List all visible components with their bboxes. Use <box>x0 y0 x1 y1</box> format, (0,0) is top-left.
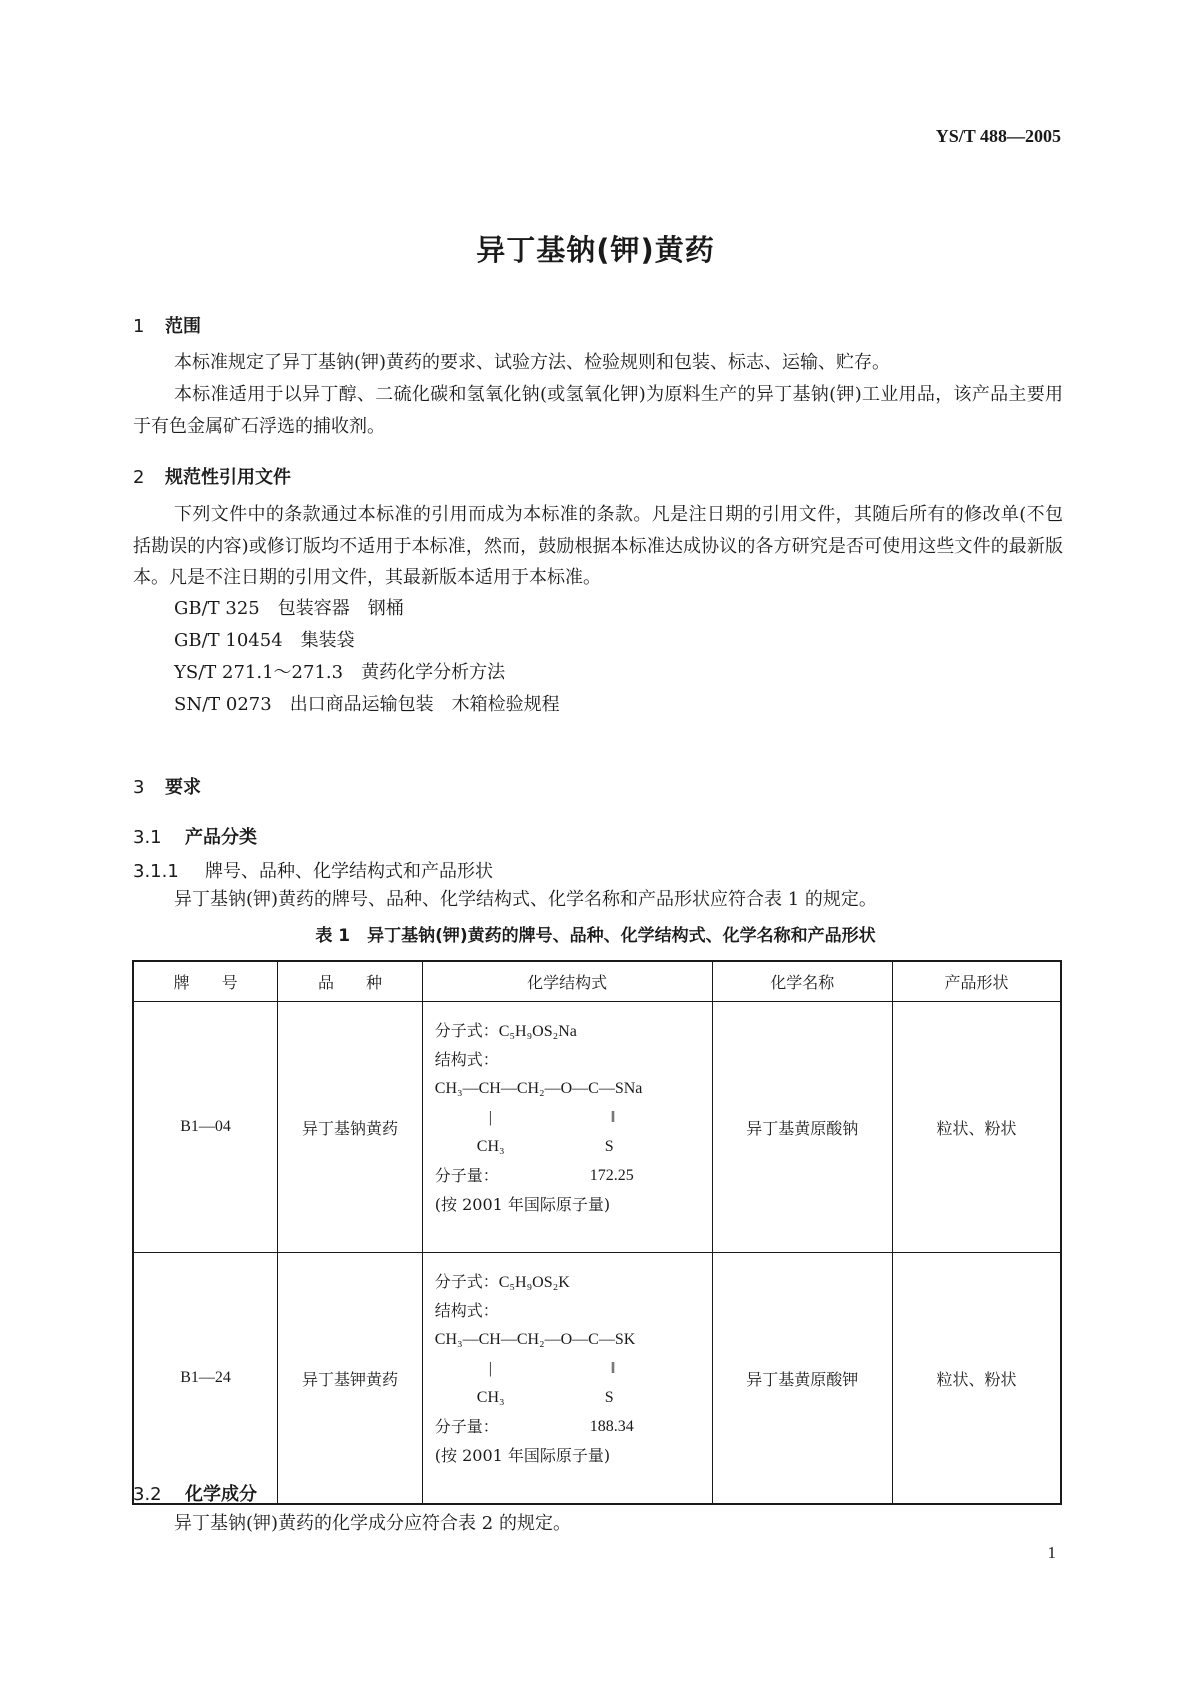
page-number: 1 <box>1047 1543 1056 1562</box>
structure-chain: CH₃—CH—CH₂—O—C—SNa <box>434 1080 643 1097</box>
section-3-1-1-paragraph: 异丁基钠(钾)黄药的牌号、品种、化学结构式、化学名称和产品形状应符合表 1 的规定。 <box>174 889 877 910</box>
sulfur-atom: S <box>604 1138 614 1155</box>
shape-cell: 粒状、粉状 <box>892 1253 1061 1505</box>
bond-line <box>435 1354 702 1383</box>
section-title: 要求 <box>165 777 201 798</box>
column-header-chem-name: 化学名称 <box>712 961 892 1002</box>
reference-name: 集装袋 <box>300 630 355 651</box>
table-row <box>133 1002 1061 1253</box>
shape-cell: 粒状、粉状 <box>892 1002 1061 1253</box>
formula-line <box>435 1016 702 1045</box>
grade-cell: B1—04 <box>133 1002 278 1253</box>
branch-bond: | <box>488 1360 492 1377</box>
structure-label: 结构式： <box>434 1301 499 1320</box>
structure-cell <box>422 1253 712 1505</box>
section-3-2-heading <box>133 1480 257 1506</box>
section-3-2-paragraph: 异丁基钠(钾)黄药的化学成分应符合表 2 的规定。 <box>174 1513 571 1534</box>
column-header-variety: 品 种 <box>278 961 423 1002</box>
molecular-weight: 188.34 <box>589 1418 634 1435</box>
section-title: 化学成分 <box>185 1484 257 1505</box>
formula-line <box>435 1267 702 1296</box>
structure-cell <box>422 1002 712 1253</box>
section-number: 1 <box>133 316 145 337</box>
section-3-1-1-heading <box>133 857 493 883</box>
reference-item <box>174 626 355 652</box>
molecular-weight-line <box>435 1161 702 1190</box>
reference-item <box>174 594 404 620</box>
mw-label: 分子量： <box>434 1166 499 1185</box>
section-number: 3.1.1 <box>133 861 179 882</box>
double-bond: ‖ <box>610 1360 616 1377</box>
reference-name: 出口商品运输包装 木箱检验规程 <box>289 694 560 715</box>
atomic-weight-note: (按 2001 年国际原子量) <box>434 1195 611 1214</box>
grade-cell: B1—24 <box>133 1253 278 1505</box>
section-3-1-heading <box>133 823 257 849</box>
section-number: 3.2 <box>133 1484 162 1505</box>
column-header-shape: 产品形状 <box>892 961 1061 1002</box>
structure-label: 结构式： <box>434 1050 499 1069</box>
substituent-line <box>435 1383 702 1412</box>
substituent-line <box>435 1132 702 1161</box>
reference-item <box>174 690 560 716</box>
section-3-heading <box>133 773 201 799</box>
formula-label: 分子式： <box>434 1272 499 1291</box>
section-2-paragraph-1: 下列文件中的条款通过本标准的引用而成为本标准的条款。凡是注日期的引用文件，其随后所有的修改单(不包括勘误的内容)或修订版均不适用于本标准，然而，鼓励根据本标准达成协议的各方研究是否可使用这些文件的最新版本。凡是不注日期的引用文件，其最新版本适用于本标准。 <box>133 504 1063 588</box>
atomic-weight-note: (按 2001 年国际原子量) <box>434 1446 611 1465</box>
chem-name-cell: 异丁基黄原酸钠 <box>712 1002 892 1253</box>
branch-bond: | <box>488 1109 492 1126</box>
document-title: 异丁基钠(钾)黄药 <box>476 233 715 267</box>
table-row <box>133 1253 1061 1505</box>
section-number: 2 <box>133 467 145 488</box>
bond-line <box>435 1103 702 1132</box>
molecular-weight-line <box>435 1412 702 1441</box>
section-number: 3 <box>133 777 145 798</box>
standard-code: YS/T 488—2005 <box>935 126 1061 146</box>
reference-name: 黄药化学分析方法 <box>361 662 506 683</box>
column-header-grade: 牌 号 <box>133 961 278 1002</box>
reference-item <box>174 658 505 684</box>
molecular-formula: C₅H₉OS₂Na <box>498 1023 577 1040</box>
variety-cell: 异丁基钠黄药 <box>278 1002 423 1253</box>
section-number: 3.1 <box>133 827 162 848</box>
double-bond: ‖ <box>610 1109 616 1126</box>
reference-code: SN/T 0273 <box>174 694 272 715</box>
section-1-heading <box>133 312 201 338</box>
section-title: 规范性引用文件 <box>165 467 291 488</box>
chem-name-cell: 异丁基黄原酸钾 <box>712 1253 892 1505</box>
section-1-paragraph-1: 本标准规定了异丁基钠(钾)黄药的要求、试验方法、检验规则和包装、标志、运输、贮存。 <box>174 352 891 373</box>
reference-code: YS/T 271.1～271.3 <box>174 662 344 683</box>
section-1-paragraph-2: 本标准适用于以异丁醇、二硫化碳和氢氧化钠(或氢氧化钾)为原料生产的异丁基钠(钾)工业用品，该产品主要用于有色金属矿石浮选的捕收剂。 <box>133 384 1063 437</box>
structure-chain: CH₃—CH—CH₂—O—C—SK <box>434 1331 636 1348</box>
reference-name: 包装容器 钢桶 <box>277 598 404 619</box>
reference-code: GB/T 325 <box>174 598 260 619</box>
section-title: 牌号、品种、化学结构式和产品形状 <box>205 861 493 882</box>
section-2-heading <box>133 463 291 489</box>
table-1 <box>132 960 1062 1505</box>
formula-label: 分子式： <box>434 1021 499 1040</box>
branch-group: CH₃ <box>476 1138 505 1155</box>
section-title: 产品分类 <box>185 827 257 848</box>
branch-group: CH₃ <box>476 1389 505 1406</box>
mw-label: 分子量： <box>434 1417 499 1436</box>
table-header-row <box>133 961 1061 1002</box>
reference-code: GB/T 10454 <box>174 630 283 651</box>
table-1-caption: 表 1 异丁基钠(钾)黄药的牌号、品种、化学结构式、化学名称和产品形状 <box>315 926 876 946</box>
molecular-weight: 172.25 <box>589 1167 634 1184</box>
section-title: 范围 <box>165 316 201 337</box>
variety-cell: 异丁基钾黄药 <box>278 1253 423 1505</box>
column-header-structure: 化学结构式 <box>422 961 712 1002</box>
sulfur-atom: S <box>604 1389 614 1406</box>
molecular-formula: C₅H₉OS₂K <box>498 1274 570 1291</box>
